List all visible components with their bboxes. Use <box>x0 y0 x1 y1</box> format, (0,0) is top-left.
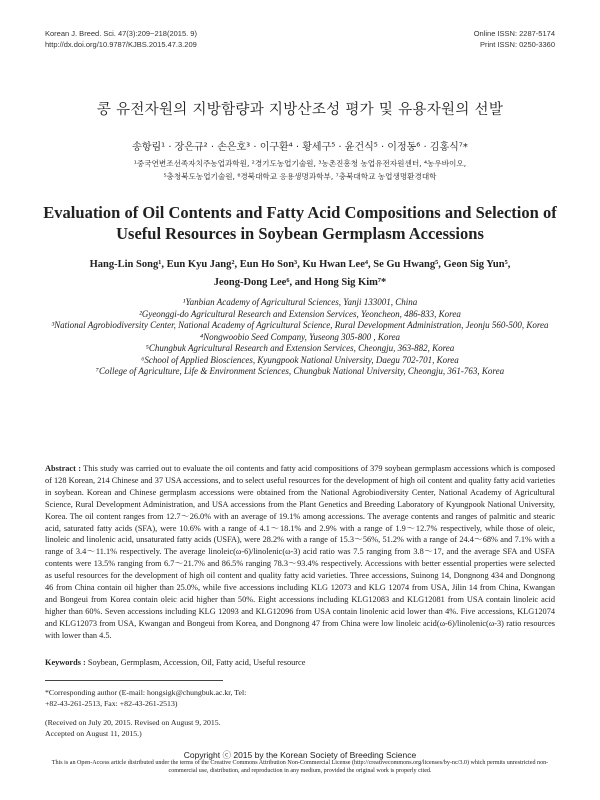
corresponding-line: *Corresponding author (E-mail: hongsigk@chungbuk.ac.kr, Tel: <box>45 688 247 697</box>
korean-affiliations <box>0 157 600 183</box>
affiliation-item: ⁶School of Applied Biosciences, Kyungpook National University, Daegu 702-701, Korea <box>141 354 459 365</box>
journal-header <box>45 28 555 60</box>
korean-authors: 송항림¹ · 장은규² · 손은호³ · 이구환⁴ · 황세구⁵ · 윤건식⁵ · 이정동⁶ · 김홍식⁷* <box>132 142 468 153</box>
dates-line: (Received on July 20, 2015. Revised on August 9, 2015. <box>45 718 221 727</box>
keywords <box>45 658 555 667</box>
english-affiliations <box>35 297 565 378</box>
keywords-label: Keywords : <box>45 658 86 667</box>
print-issn: Print ISSN: 0250-3360 <box>479 40 555 49</box>
corresponding-author <box>45 687 345 709</box>
abstract <box>45 463 555 642</box>
copyright-notice: Copyright ⓒ 2015 by the Korean Society of Breeding Science <box>183 750 417 760</box>
footnote-divider <box>45 680 223 681</box>
journal-citation: Korean J. Breed. Sci. 47(3):209~218(2015. 9) <box>45 29 197 38</box>
english-title: Evaluation of Oil Contents and Fatty Acid Compositions and Selection of Useful Resources in Soybean Germplasm Accessions <box>43 203 557 243</box>
korean-affiliation-line: ⁵충청북도농업기술원, ⁶경북대학교 응용생명과학부, ⁷충북대학교 농업생명환경대학 <box>163 172 437 181</box>
affiliation-item: ⁷College of Agriculture, Life & Environment Sciences, Chungbuk National University, Cheongju, 361-763, Korea <box>95 366 505 376</box>
affiliation-item: ⁴Nongwoobio Seed Company, Yuseong 305-800 , Korea <box>200 331 400 342</box>
keywords-text: Soybean, Germplasm, Accession, Oil, Fatty acid, Useful resource <box>87 658 306 667</box>
korean-affiliation-line: ¹중국연변조선족자치주농업과학원, ²경기도농업기술원, ³농촌진흥청 농업유전자원센터, ⁴농우바이오, <box>133 159 467 168</box>
english-authors-line: Jeong-Dong Lee⁶, and Hong Sig Kim⁷* <box>213 277 387 288</box>
affiliation-item: ³National Agrobiodiversity Center, National Academy of Agricultural Science, Rural Development Administration, Jeonju 560-500, Korea <box>51 320 549 330</box>
abstract-label: Abstract : <box>45 464 81 473</box>
affiliation-item: ¹Yanbian Academy of Agricultural Sciences, Yanji 133001, China <box>182 297 418 307</box>
dates-line: Accepted on August 11, 2015.) <box>45 729 142 738</box>
corresponding-line: +82-43-261-2513, Fax: +82-43-261-2513) <box>45 699 178 708</box>
online-issn: Online ISSN: 2287-5174 <box>473 29 555 38</box>
received-dates <box>45 717 345 739</box>
korean-title: 콩 유전자원의 지방함량과 지방산조성 평가 및 유용자원의 선발 <box>96 102 504 118</box>
english-authors <box>50 256 550 292</box>
doi-link[interactable]: http://dx.doi.org/10.9787/KJBS.2015.47.3.209 <box>45 40 197 49</box>
abstract-text: This study was carried out to evaluate the oil contents and fatty acid compositions of 379 soybean germplasm accessions which is composed of 128 Korean, 214 Chinese and 37 USA accessions, and to select useful resources for the development of high oil content and quality fatty acid varieties in soybean. Korean and Chinese germplasm accessions were obtained from the National Agrobiodiversity Center, National Academy of Agricultural Science, Rural Development Administration, and USA accessions from the Plant Genetics and Breeding Laboratory of Kyungpook National University, Korea. The oil content ranges from 12.7～26.0% with an average of 19.1% among accessions. The average contents and ranges of palmitic and stearic acid, saturated fatty acids (SFA), were 10.6% with a range of 4.1～18.1% and 2.9% with a range of 1.9～12.7% respectively, while those of oleic, linoleic and linolenic acid, unsaturated fatty acids (USFA), were 28.2% with a range of 15.3～56%, 51.2% with a range of 24.4～68% and 7.1% with a range of 3.4～11.1% respectively. The average linoleic(ω-6)/linolenic(ω-3) acid ratio was 7.5 ranging from 3.8～17, and the average SFA and USFA contents were 13.5% ranging from 6.7～21.7% and 86.5% ranging 78.3～93.4% respectively. Accessions with better essential properties were selected as useful resources for the development of high oil content and quality fatty acid varieties. Three accessions, Suinong 14, Dongnong 434 and Dongnong 46 from China contain oil higher than 25.0%, while five accessions including KLG 12073 and KLG 12074 from USA, Jilin 14 from China, Kwangan and Bongeui from Korea contain oleic acid higher than 50%. Eight accessions including KLG12083 and KLG12081 from USA contain linoleic acid higher than 60%. Seven accessions including KLG 12093 and KLG12096 from USA contain linolenic acid lower than 4%. Five accessions, KLG12074 and KLG12073 from USA, Kwangan and Bongeui from Korea, and Dongnong 47 from China were low linoleic acid(ω-6)/linolenic(ω-3) ratio resources with lower than 4.5. <box>45 464 555 640</box>
license-notice: This is an Open-Access article distributed under the terms of the Creative Commons Attribution Non-Commercial License (http://creativecommons.org/licenses/by-nc/3.0) which permits unrestricted non-commercial use, distribution, and reproduction in any medium, provided the original work is properly cited. <box>51 760 549 774</box>
affiliation-item: ²Gyeonggi-do Agricultural Research and Extension Services, Yeoncheon, 486-833, Korea <box>139 308 461 319</box>
english-authors-line: Hang-Lin Song¹, Eun Kyu Jang², Eun Ho Son³, Ku Hwan Lee⁴, Se Gu Hwang⁵, Geon Sig Yun⁵, <box>89 259 511 270</box>
affiliation-item: ⁵Chungbuk Agricultural Research and Extension Services, Cheongju, 363-882, Korea <box>145 343 455 353</box>
